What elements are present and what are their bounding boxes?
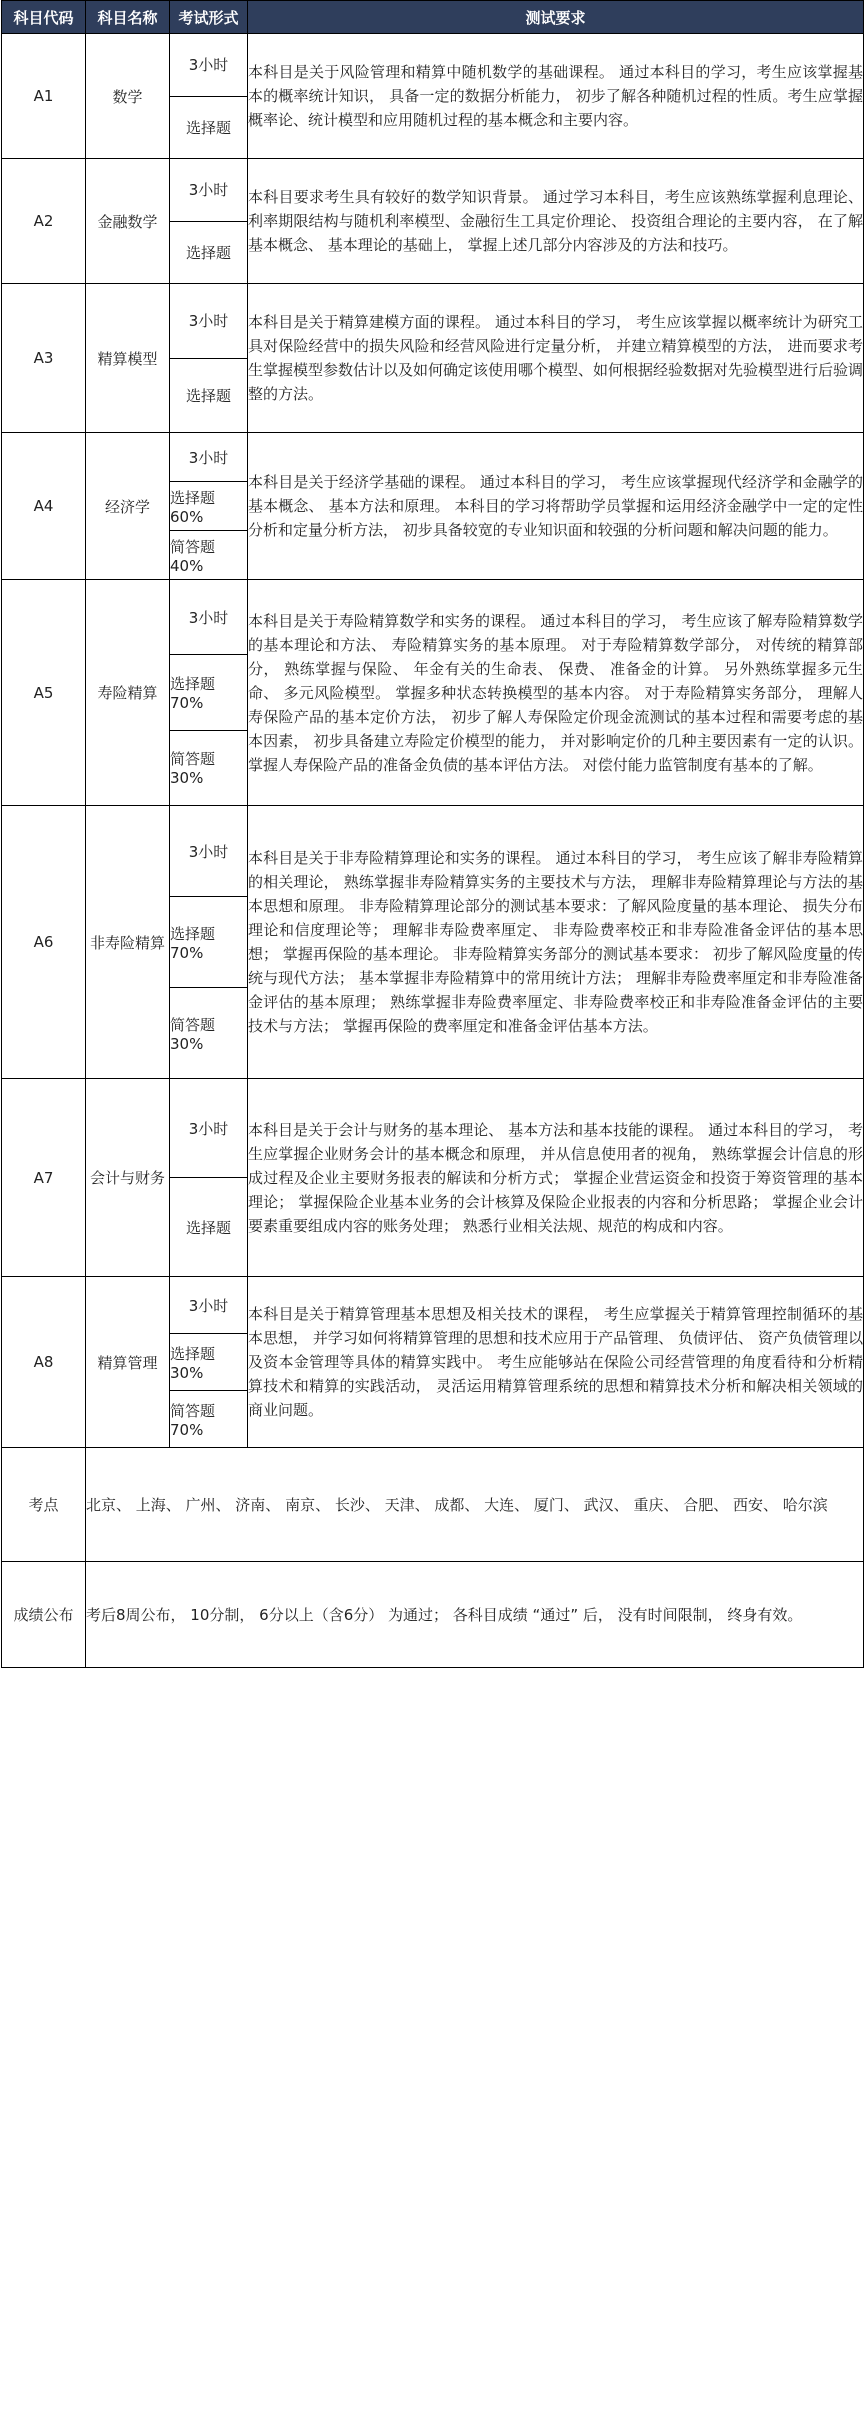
test-requirement-text: 本科目是关于经济学基础的课程。 通过本科目的学习， 考生应该掌握现代经济学和金融学的基本概念、 基本方法和原理。 本科目的学习将帮助学员掌握和运用经济金融学中一定的定性分析和定量分析方法， 初步具备较宽的专业知识面和较强的分析问题和解决问题的能力。 [248, 473, 863, 539]
test-requirement-text: 本科目是关于风险管理和精算中随机数学的基础课程。 通过本科目的学习，考生应该掌握基本的概率统计知识， 具备一定的数据分析能力， 初步了解各种随机过程的性质。考生应掌握概率论、统计模型和应用随机过程的基本概念和主要内容。 [248, 63, 863, 129]
exam-format [170, 806, 248, 1079]
test-requirement-text: 本科目是关于会计与财务的基本理论、 基本方法和基本技能的课程。 通过本科目的学习， 考生应掌握企业财务会计的基本概念和原理， 并从信息使用者的视角， 熟练掌握会计信息的形成过程及企业主要财务报表的解读和分析方式； 掌握企业营运资金和投资于筹资管理的基本理论； 掌握保险企业基本业务的会计核算及保险企业报表的内容和分析思路； 掌握企业会计要素重要组成内容的账务处理； 熟悉行业相关法规、规范的构成和内容。 [248, 1120, 863, 1235]
exam-format-item: 3小时 [188, 312, 229, 331]
test-requirement [248, 580, 864, 806]
subject-name: 金融数学 [86, 159, 170, 284]
subject-code: A6 [2, 806, 86, 1079]
table-row [2, 806, 864, 1079]
subject-name: 精算模型 [86, 284, 170, 433]
subject-name: 数学 [86, 34, 170, 159]
table-row [2, 159, 864, 284]
exam-format [170, 1079, 248, 1277]
exam-format [170, 159, 248, 284]
subject-code: A5 [2, 580, 86, 806]
locations-value: 北京、 上海、 广州、 济南、 南京、 长沙、 天津、 成都、 大连、 厦门、 武汉、 重庆、 合肥、 西安、 哈尔滨 [86, 1448, 864, 1562]
test-requirement [248, 284, 864, 433]
header-subject-name: 科目名称 [86, 1, 170, 34]
results-label: 成绩公布 [2, 1562, 86, 1668]
header-exam-format: 考试形式 [170, 1, 248, 34]
test-requirement [248, 159, 864, 284]
subject-code: A8 [2, 1277, 86, 1448]
subject-name: 精算管理 [86, 1277, 170, 1448]
subject-code: A7 [2, 1079, 86, 1277]
subject-code: A4 [2, 433, 86, 580]
subject-name: 寿险精算 [86, 580, 170, 806]
header-row [2, 1, 864, 34]
exam-format-item: 简答题30% [170, 987, 247, 1078]
header-subject-code: 科目代码 [2, 1, 86, 34]
table-row [2, 34, 864, 159]
exam-format-item: 选择题60% [170, 481, 247, 530]
header-test-requirement: 测试要求 [248, 1, 864, 34]
subject-name: 会计与财务 [86, 1079, 170, 1277]
results-row [2, 1562, 864, 1668]
subject-code: A3 [2, 284, 86, 433]
test-requirement [248, 806, 864, 1079]
subject-code: A1 [2, 34, 86, 159]
locations-label: 考点 [2, 1448, 86, 1562]
table-row [2, 284, 864, 433]
test-requirement [248, 433, 864, 580]
exam-format-item: 3小时 [188, 1119, 229, 1138]
exam-format-item: 3小时 [188, 842, 229, 861]
results-value: 考后8周公布， 10分制， 6分以上（含6分） 为通过； 各科目成绩 “通过” 后， 没有时间限制， 终身有效。 [86, 1562, 864, 1668]
test-requirement-text: 本科目是关于精算管理基本思想及相关技术的课程， 考生应掌握关于精算管理控制循环的基本思想， 并学习如何将精算管理的思想和技术应用于产品管理、 负债评估、 资产负债管理以及资本金管理等具体的精算实践中。 考生应能够站在保险公司经营管理的角度看待和分析精算技术和精算的实践活动， 灵活运用精算管理系统的思想和精算技术分析和解决相关领域的商业问题。 [248, 1305, 863, 1419]
table-row [2, 1277, 864, 1448]
exam-format [170, 1277, 248, 1448]
test-requirement [248, 1079, 864, 1277]
test-requirement [248, 34, 864, 159]
locations-row [2, 1448, 864, 1562]
exam-format-item: 选择题 [170, 221, 247, 284]
subject-name: 非寿险精算 [86, 806, 170, 1079]
exam-format-item: 选择题70% [170, 654, 247, 729]
exam-format-item: 选择题70% [170, 896, 247, 987]
test-requirement [248, 1277, 864, 1448]
test-requirement-text: 本科目要求考生具有较好的数学知识背景。 通过学习本科目，考生应该熟练掌握利息理论、 利率期限结构与随机利率模型、金融衍生工具定价理论、 投资组合理论的主要内容， 在了解基本概念、 基本理论的基础上， 掌握上述几部分内容涉及的方法和技巧。 [248, 188, 863, 254]
test-requirement-text: 本科目是关于精算建模方面的课程。 通过本科目的学习， 考生应该掌握以概率统计为研究工具对保险经营中的损失风险和经营风险进行定量分析， 并建立精算模型的方法， 进而要求考生掌握模型参数估计以及如何确定该使用哪个模型、如何根据经验数据对先验模型进行后验调整的方法。 [248, 313, 864, 403]
exam-format-item: 选择题 [170, 358, 247, 433]
exam-format-item: 3小时 [188, 608, 229, 627]
exam-format-item: 3小时 [188, 448, 229, 467]
exam-format-item: 选择题 [170, 96, 247, 159]
exam-subjects-table [1, 0, 864, 1668]
table-row [2, 1079, 864, 1277]
subject-name: 经济学 [86, 433, 170, 580]
exam-format-item: 简答题70% [170, 1390, 247, 1447]
exam-format-item: 3小时 [188, 181, 229, 200]
exam-format [170, 433, 248, 580]
test-requirement-text: 本科目是关于非寿险精算理论和实务的课程。 通过本科目的学习， 考生应该了解非寿险精算的相关理论， 熟练掌握非寿险精算实务的主要技术与方法， 理解非寿险精算理论与方法的基本思想和原理。 非寿险精算理论部分的测试基本要求：了解风险度量的基本理论、 损失分布理论和信度理论等； 理解非寿险费率厘定、 非寿险费率校正和非寿险准备金评估的基本思想； 掌握再保险的基本理论。 非寿险精算实务部分的测试基本要求： 初步了解风险度量的传统与现代方法； 基本掌握非寿险精算中的常用统计方法； 理解非寿险费率厘定和非寿险准备金评估的基本原理； 熟练掌握非寿险费率厘定、非寿险费率校正和非寿险准备金评估的主要技术与方法； 掌握再保险的费率厘定和准备金评估基本方法。 [248, 849, 863, 1035]
table-row [2, 433, 864, 580]
exam-format [170, 34, 248, 159]
exam-format [170, 284, 248, 433]
exam-format [170, 580, 248, 806]
exam-format-item: 简答题40% [170, 530, 247, 579]
exam-format-item: 3小时 [188, 1296, 229, 1315]
exam-format-item: 3小时 [188, 56, 229, 75]
exam-format-item: 简答题30% [170, 730, 247, 805]
exam-format-item: 选择题 [170, 1177, 247, 1276]
subject-code: A2 [2, 159, 86, 284]
test-requirement-text: 本科目是关于寿险精算数学和实务的课程。 通过本科目的学习， 考生应该了解寿险精算数学的基本理论和方法、 寿险精算实务的基本原理。 对于寿险精算数学部分， 对传统的精算部分， 熟练掌握与保险、 年金有关的生命表、 保费、 准备金的计算。 另外熟练掌握多元生命、 多元风险模型。 掌握多种状态转换模型的基本内容。 对于寿险精算实务部分， 理解人寿保险产品的基本定价方法， 初步了解人寿保险定价现金流测试的基本过程和需要考虑的基本因素， 初步具备建立寿险定价模型的能力， 并对影响定价的几种主要因素有一定的认识。 掌握人寿保险产品的准备金负债的基本评估方法。 对偿付能力监管制度有基本的了解。 [248, 611, 863, 774]
table-row [2, 580, 864, 806]
exam-format-item: 选择题30% [170, 1333, 247, 1390]
